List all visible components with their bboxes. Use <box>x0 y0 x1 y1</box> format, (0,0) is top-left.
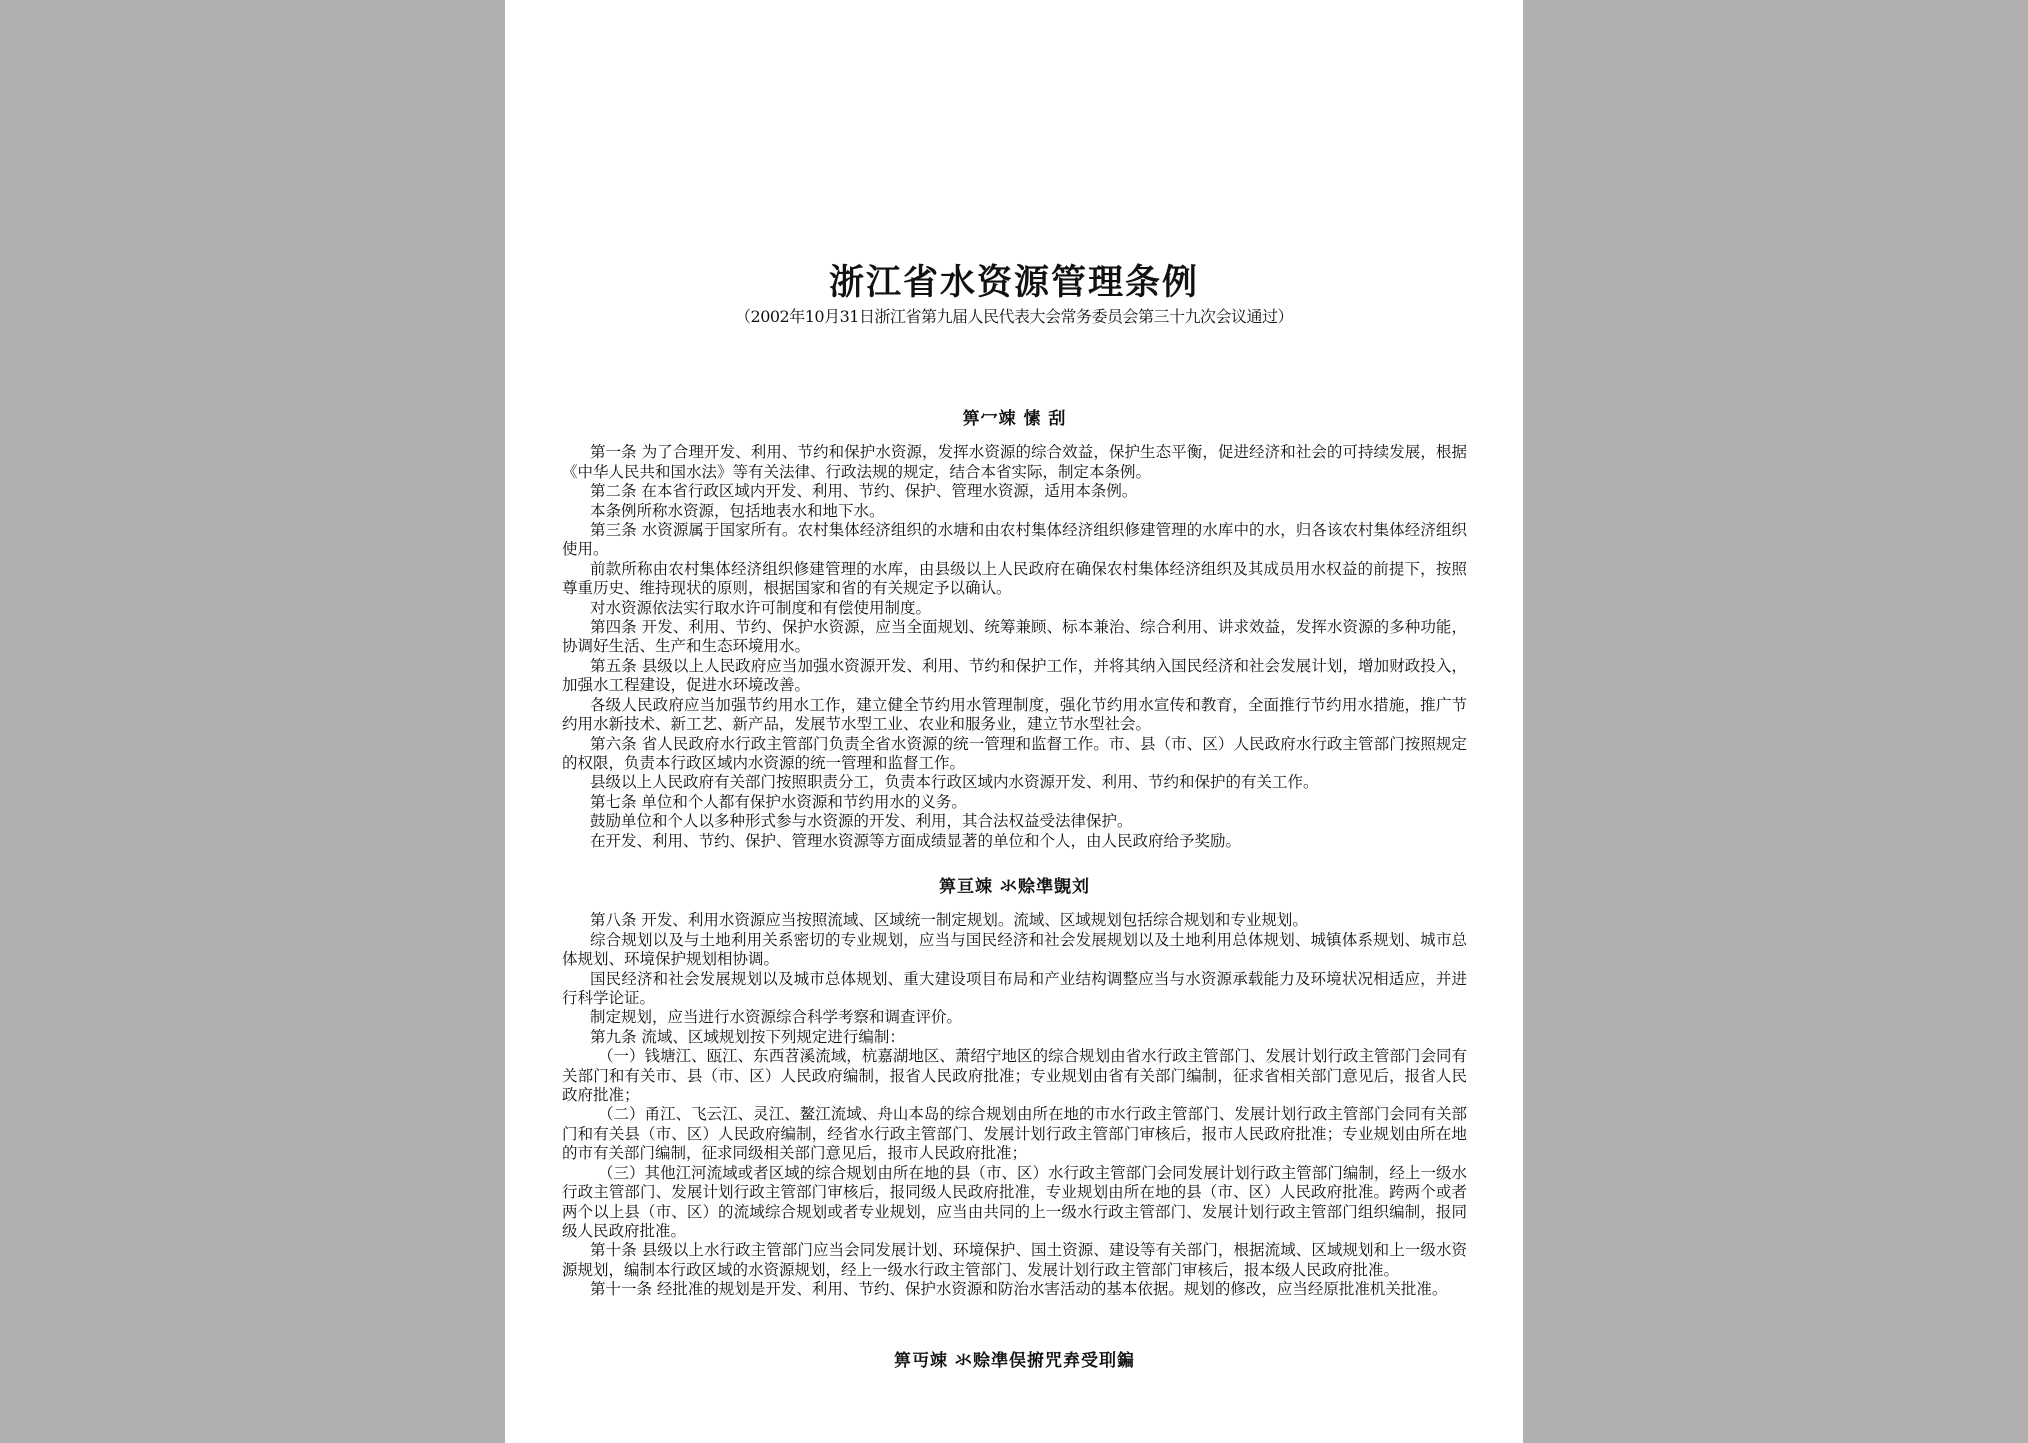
paragraph: （二）甬江、飞云江、灵江、鳌江流域、舟山本岛的综合规划由所在地的市水行政主管部门、发展计划行政主管部门会同有关部门和有关县（市、区）人民政府编制，经省水行政主管部门、发展计划行政主管部门审核后，报市人民政府批准；专业规划由所在地的市有关部门编制，征求同级相关部门意见后，报市人民政府批准； <box>562 1105 1467 1163</box>
paragraph: 第一条 为了合理开发、利用、节约和保护水资源，发挥水资源的综合效益，保护生态平衡，促进经济和社会的可持续发展，根据《中华人民共和国水法》等有关法律、行政法规的规定，结合本省实际，制定本条例。 <box>562 443 1467 481</box>
chapter-3 <box>562 1352 1467 1371</box>
paragraph: 第三条 水资源属于国家所有。农村集体经济组织的水塘和由农村集体经济组织修建管理的水库中的水，归各该农村集体经济组织使用。 <box>562 521 1467 559</box>
paragraph: 前款所称由农村集体经济组织修建管理的水库，由县级以上人民政府在确保农村集体经济组织及其成员用水权益的前提下，按照尊重历史、维持现状的原则，根据国家和省的有关规定予以确认。 <box>562 559 1467 598</box>
paragraph: 对水资源依法实行取水许可制度和有偿使用制度。 <box>590 598 932 617</box>
paragraph: 国民经济和社会发展规划以及城市总体规划、重大建设项目布局和产业结构调整应当与水资源承载能力及环境状况相适应，并进行科学论证。 <box>562 969 1467 1008</box>
chapter-1-heading: 箅冖竦 愫 刮 <box>962 409 1067 429</box>
paragraph: 第四条 开发、利用、节约、保护水资源，应当全面规划、统筹兼顾、标本兼治、综合利用、讲求效益，发挥水资源的多种功能，协调好生活、生产和生态环境用水。 <box>562 618 1467 656</box>
chapter-2 <box>562 878 1467 1300</box>
paragraph: 第十条 县级以上水行政主管部门应当会同发展计划、环境保护、国土资源、建设等有关部门，根据流域、区域规划和上一级水资源规划，编制本行政区域的水资源规划，经上一级水行政主管部门、发展计划行政主管部门审核后，报本级人民政府批准。 <box>562 1241 1467 1279</box>
paragraph: （一）钱塘江、瓯江、东西苕溪流域，杭嘉湖地区、萧绍宁地区的综合规划由省水行政主管部门、发展计划行政主管部门会同有关部门和有关市、县（市、区）人民政府编制，报省人民政府批准；专业规划由省有关部门编制，征求省相关部门意见后，报省人民政府批准； <box>562 1047 1467 1105</box>
chapter-2-heading: 箅亘竦 氺赊凖覬刘 <box>939 877 1090 897</box>
paragraph: （三）其他江河流域或者区域的综合规划由所在地的县（市、区）水行政主管部门会同发展计划行政主管部门编制，经上一级水行政主管部门、发展计划行政主管部门审核后，报同级人民政府批准，专业规划由所在地的县（市、区）人民政府批准。跨两个或者两个以上县（市、区）的流域综合规划或者专业规划，应当由共同的上一级水行政主管部门、发展计划行政主管部门组织编制，报同级人民政府批准。 <box>562 1163 1467 1240</box>
chapter-3-heading: 箅丏竦 氺赊凖俣捬咒弆受刵鍽 <box>894 1351 1135 1371</box>
chapter-1 <box>562 410 1467 851</box>
paragraph: 第九条 流域、区域规划按下列规定进行编制： <box>590 1027 905 1046</box>
document-title: 浙江省水资源管理条例 <box>828 262 1199 303</box>
document-subtitle: （2002年10月31日浙江省第九届人民代表大会常务委员会第三十九次会议通过） <box>735 307 1293 326</box>
paragraph: 第二条 在本省行政区域内开发、利用、节约、保护、管理水资源，适用本条例。 <box>590 482 1138 501</box>
paragraph: 综合规划以及与土地利用关系密切的专业规划，应当与国民经济和社会发展规划以及土地利用总体规划、城镇体系规划、城市总体规划、环境保护规划相协调。 <box>562 930 1467 969</box>
paragraph: 第七条 单位和个人都有保护水资源和节约用水的义务。 <box>590 792 967 811</box>
paragraph: 本条例所称水资源，包括地表水和地下水。 <box>590 501 885 520</box>
paragraph: 制定规划，应当进行水资源综合科学考察和调查评价。 <box>590 1008 963 1027</box>
paragraph: 第五条 县级以上人民政府应当加强水资源开发、利用、节约和保护工作，并将其纳入国民经济和社会发展计划，增加财政投入，加强水工程建设，促进水环境改善。 <box>562 656 1467 695</box>
paragraph: 第十一条 经批准的规划是开发、利用、节约、保护水资源和防治水害活动的基本依据。规划的修改，应当经原批准机关批准。 <box>590 1280 1448 1299</box>
paragraph: 县级以上人民政府有关部门按照职责分工，负责本行政区域内水资源开发、利用、节约和保护的有关工作。 <box>590 773 1319 792</box>
paragraph: 各级人民政府应当加强节约用水工作，建立健全节约用水管理制度，强化节约用水宣传和教育，全面推行节约用水措施，推广节约用水新技术、新工艺、新产品，发展节水型工业、农业和服务业，建立节水型社会。 <box>562 695 1467 734</box>
paragraph: 第八条 开发、利用水资源应当按照流域、区域统一制定规划。流域、区域规划包括综合规划和专业规划。 <box>590 911 1308 930</box>
paragraph: 第六条 省人民政府水行政主管部门负责全省水资源的统一管理和监督工作。市、县（市、区）人民政府水行政主管部门按照规定的权限，负责本行政区域内水资源的统一管理和监督工作。 <box>562 734 1467 772</box>
paragraph: 在开发、利用、节约、保护、管理水资源等方面成绩显著的单位和个人，由人民政府给予奖励。 <box>590 831 1242 850</box>
document-page <box>505 0 1523 1443</box>
paragraph: 鼓励单位和个人以多种形式参与水资源的开发、利用，其合法权益受法律保护。 <box>590 812 1133 831</box>
